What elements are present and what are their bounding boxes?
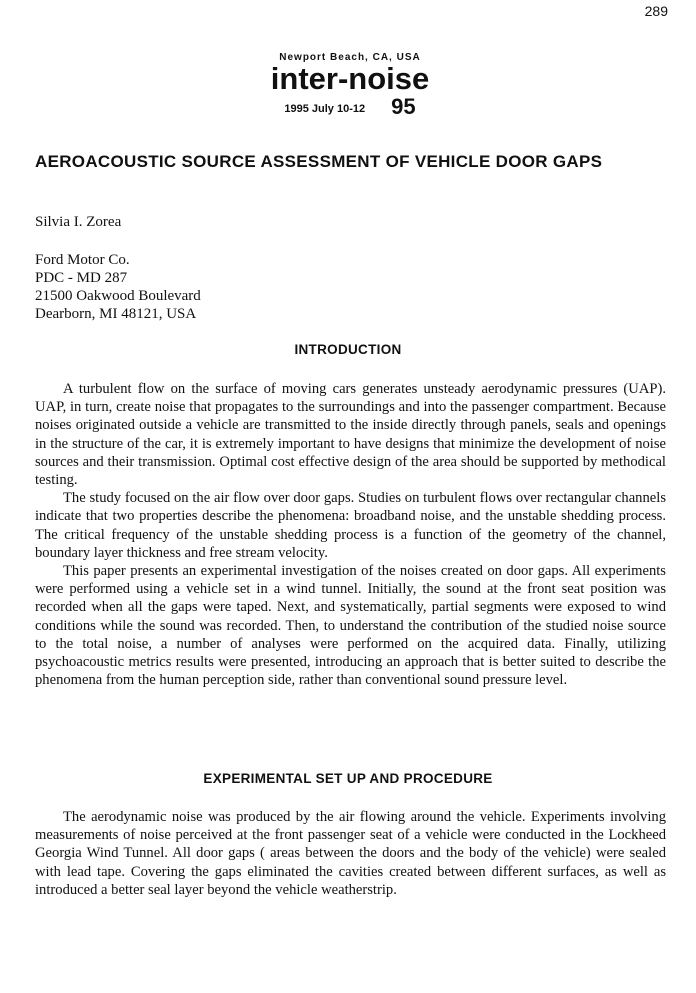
paper-title: AEROACOUSTIC SOURCE ASSESSMENT OF VEHICLE DOOR GAPS	[35, 152, 603, 171]
author-affiliation	[35, 251, 201, 323]
conference-year: 95	[391, 94, 416, 119]
paragraph: The study focused on the air flow over door gaps. Studies on turbulent flows over rectangular channels indicate that two properties describe the phenomena: broadband noise, and the unstable shedding process. The critical frequency of the unstable shedding process is a function of the geometry of the channel, boundary layer thickness and free stream velocity.	[35, 490, 666, 561]
paragraph: The aerodynamic noise was produced by the air flowing around the vehicle. Experiments involving measurements of noise perceived at the front passenger seat of a vehicle were conducted in the Lockheed Georgia Wind Tunnel. All door gaps ( areas between the doors and the body of the vehicle) were sealed with lead tape. Covering the gaps eliminated the cavities created between different surfaces, as well as introduced a better seal layer beyond the vehicle weatherstrip.	[35, 809, 666, 898]
conference-dates: 1995 July 10-12	[284, 103, 366, 115]
affiliation-line: Dearborn, MI 48121, USA	[35, 306, 197, 322]
paragraph: This paper presents an experimental investigation of the noises created on door gaps. All experiments were performed using a vehicle set in a wind tunnel. Initially, the sound at the front seat position was recorded when all the gaps were taped. Next, and systematically, partial segments were exposed to wind conditions while the sound was recorded. Then, to understand the contribution of the studied noise source to the total noise, a number of analyses were performed on the acquired data. Finally, utilizing psychoacoustic metrics results were presented, introducing an approach that is better suited to describe the phenomena from the human perception side, rather than conventional sound pressure level.	[35, 563, 666, 689]
page-number: 289	[644, 3, 668, 19]
affiliation-line: Ford Motor Co.	[35, 252, 130, 268]
section-heading-introduction: INTRODUCTION	[294, 342, 402, 357]
introduction-body	[35, 380, 666, 689]
author-name: Silvia I. Zorea	[35, 214, 122, 230]
paragraph: A turbulent flow on the surface of moving cars generates unsteady aerodynamic pressures (UAP). UAP, in turn, create noise that propagates to the surroundings and into the passenger compartment. Because noises originated outside a vehicle are transmitted to the inside directly through panels, seals and openings in the structure of the car, it is extremely important to have designs that minimize the development of noise sources and their transmission. Optimal cost effective design of the area should be supported by methodical testing.	[35, 381, 666, 489]
affiliation-line: PDC - MD 287	[35, 270, 128, 286]
conference-logo: inter-noise	[270, 61, 430, 96]
conference-date-line	[240, 94, 460, 120]
affiliation-line: 21500 Oakwood Boulevard	[35, 288, 201, 304]
conference-header	[240, 52, 460, 120]
section-heading-experimental: EXPERIMENTAL SET UP AND PROCEDURE	[203, 771, 493, 786]
experimental-body	[35, 808, 666, 899]
conference-location: Newport Beach, CA, USA	[279, 52, 421, 63]
